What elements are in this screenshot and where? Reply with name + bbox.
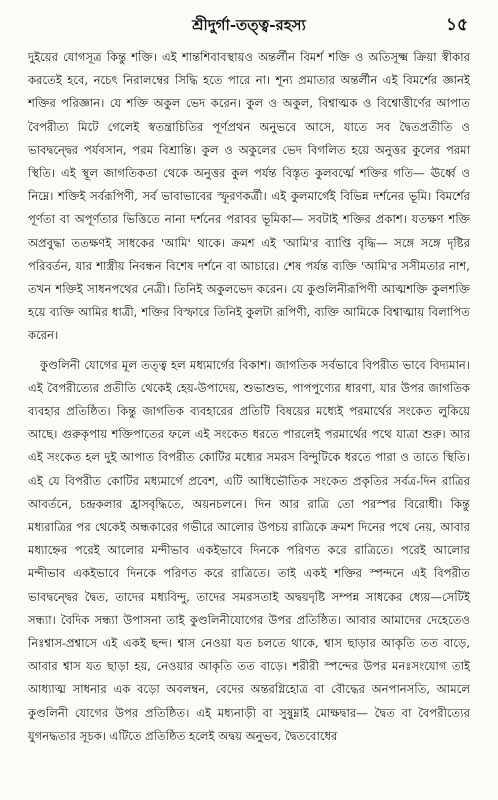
paragraph-2: কুণ্ডলিনী যোগের মূল তত্ত্ব হল মধ্যমার্গের বিকাশ। জাগতিক সর্বভাবে বিপরীত ভাবে বিদ্যমান। এই বৈপরীত্যের প্রতীতি থেকেই হেয়-উপাদেয়, শুভাশুভ, পাপপুণ্যের ধারণা, যার উপর জাগতিক ব্যবহার প্রতিষ্ঠিত। কিন্তু জাগতিক ব্যবহারের প্রতিটি বিষয়ের মধ্যেই পরমার্থের সংকেত লুকিয়ে আছে। গুরুকৃপায় শক্তিপাতের ফলে এই সংকেত ধরতে পারলেই পরমার্থের পথে যাত্রা শুরু। আর এই সংকেত হল দুই আপাত বিপরীত কোটির মধ্যের সমরস বিন্দুটিকে ধরতে পারা ও তাতে স্থিতি। এই যে বিপরীত কোটির মধ্যমার্গে প্রবেশ, এটি আধিভৌতিক সংকেত প্রকৃতির সর্বত্র-দিন রাত্রির আবর্তনে, চন্দ্রকলার হ্রাসবৃদ্ধিতে, অয়নচলনে। দিন আর রাত্রি তো পরস্পর বিরোধী। কিন্তু মধ্যরাত্রির পর থেকেই অন্ধকারের গভীরে আলোর উপচয় রাত্রিকে ক্রমশ দিনের পথে নেয়, আবার মধ্যাহ্নের পরেই আলোর মন্দীভাব একইভাবে দিনকে পরিণত করে রাত্রিতে। পরেই আলোর মন্দীভাব একইভাবে দিনকে পরিণত করে রাত্রিতে। তাই একই শক্তির স্পন্দনে এই বিপরীত ভাবদ্বন্দ্বের দ্বৈত, তাদের মধ্যবিন্দু, তাদের সমরসতাই অদ্বয়দৃষ্টি সম্পন্ন সাধকের ধ্যেয়—সেটিই সন্ধ্যা। বৈদিক সন্ধ্যা উপাসনা তাই কুণ্ডলিনীযোগের উপর প্রতিষ্ঠিত। আবার আমাদের দেহেতেও নিঃশ্বাস-প্রশ্বাসে এই একই ছন্দ। শ্বাস নেওয়া যত চলতে থাকে, শ্বাস ছাড়ার আকৃতি তত বাড়ে, আবার শ্বাস যত ছাড়া হয়, নেওয়ার আকৃতি তত বাড়ে। শরীরী স্পন্দের উপর মনঃসংযোগ তাই আধ্যাত্ম সাধনার এক বড়ো অবলম্বন, বেদের অন্তরগ্নিহোত্র বা বৌদ্ধের অনপানসতি, আমলে কুণ্ডলিনী যোগের উপর প্রতিষ্ঠিত। এই মধ্যনাড়ী বা সুষুম্নাই মোক্ষদ্বার— দ্বৈত বা বৈপরীত্যের যুগনদ্ধতার সূচক। এটিতে প্রতিষ্ঠিত হলেই অদ্বয় অনুভব, দ্বৈতবোধের: [28, 357, 470, 743]
page-number: ১৫: [445, 15, 468, 35]
paragraph-1: দুইয়ের যোগসূত্র কিন্তু শক্তি। এই শান্তশিবাবস্থায়ও অন্তর্লীন বিমর্শ শক্তি ও অতিসূক্ষ্ম ক্রিয়া স্বীকার করতেই হবে, নচেৎ নিরালম্বের সিদ্ধি হতে পারে না। শূন্য প্রমাতার অন্তর্লীন এই বিমর্শের জ্ঞানই শক্তির পরিজ্ঞান। যে শক্তি অকুল ভেদ করেন। কুল ও অকুল, বিশ্বাত্মক ও বিশ্বোত্তীর্ণের আপাত বৈপরীত্য মিটে গেলেই স্বতন্ত্রাচিতির পূর্ণপ্রথন অনুভবে আসে, যাতে সব দ্বৈতপ্রতীতি ও ভাবদ্বন্দ্বের পর্যবসান, পরম বিশ্রান্তি। কুল ও অকুলের ভেদ বিগলিত হয়ে অনুত্তর কুলের পরমা স্থিতি। এই স্থূল জাগতিকতা থেকে অনুত্তর কুল পর্যন্ত বিস্তৃত কুলবর্ত্মে শক্তির গতি— ঊর্ধ্বে ও নিম্নে। শক্তিই সর্বরূপিণী, সর্ব ভাবাভাবের স্ফূরণকর্ত্রী। এই কুলমার্গেই বিভিন্ন দর্শনের ভূমি। বিমর্শের পূর্ণতা বা অপূর্ণতার ভিত্তিতে নানা দর্শনের পরাবর ভূমিকা— সবটাই শক্তির প্রকাশ। যতক্ষণ শক্তি অপ্রবুদ্ধা ততক্ষণই সাধকের 'আমি' থাকে। ক্রমশ এই 'আমি'র ব্যাপ্তি বৃদ্ধি— সঙ্গে সঙ্গে দৃষ্টির পরিবর্তন, যার শাস্ত্রীয় নিবন্ধন বিশেষ দর্শনে বা আচারে। শেষ পর্যন্ত ব্যক্তি 'আমি'র সসীমতার নাশ, তখন শক্তিই সাধনপথের নেত্রী। তিনিই অকুলভেদ করেন। যে কুণ্ডলিনীরূপিণী আত্মশক্তি কুলশক্তি হয়ে ব্যক্তি আমির ধাত্রী, শক্তির বিস্ফারে তিনিই কুলটা রূপিণী, ব্যক্তি আমিকে বিশ্বাত্মায় বিলাপিত করেন।: [28, 50, 470, 343]
page-header: [0, 10, 498, 38]
page-body: [28, 46, 470, 748]
running-title: শ্রীদুর্গা-তত্ত্ব-রহস্য: [192, 16, 306, 34]
